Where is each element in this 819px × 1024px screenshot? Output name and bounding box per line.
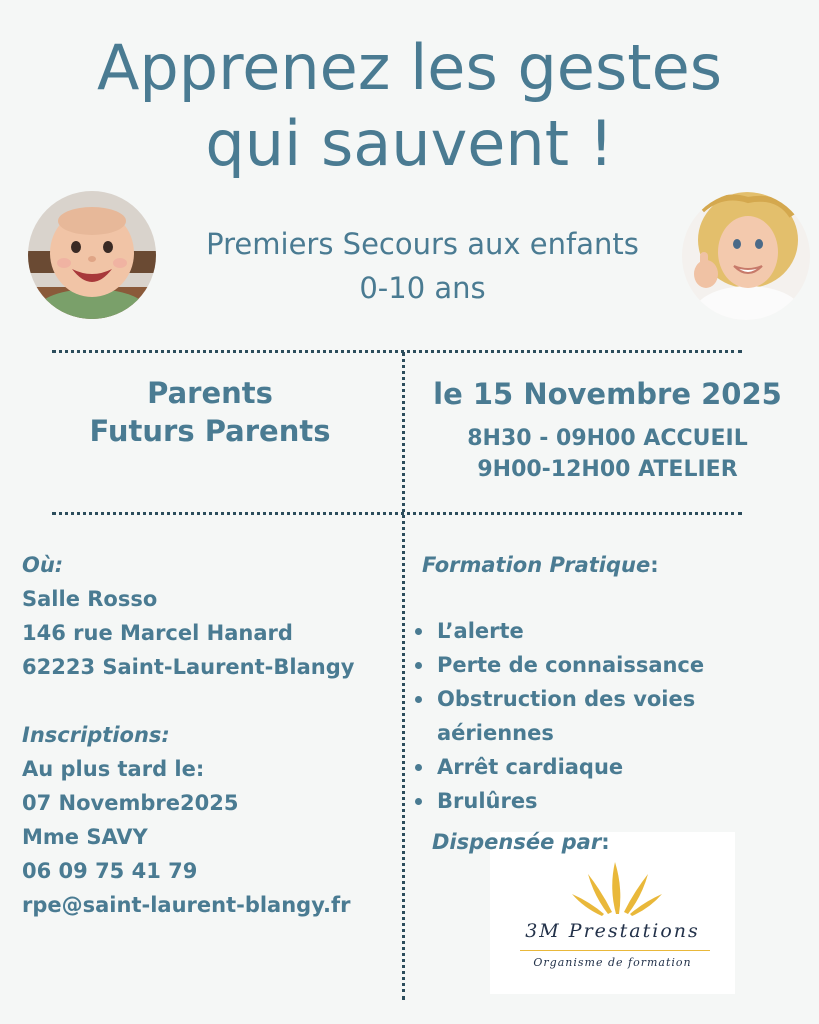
bullet-icon xyxy=(415,662,422,669)
bullet-icon xyxy=(415,798,422,805)
divider-top xyxy=(52,350,742,353)
divider-vertical xyxy=(402,352,405,1000)
subtitle-line-1: Premiers Secours aux enfants xyxy=(206,227,639,261)
topic-label: Arrêt cardiaque xyxy=(437,755,624,779)
logo-tagline: Organisme de formation xyxy=(533,956,692,969)
audience-parents: Parents xyxy=(147,376,273,410)
topic-label: Obstruction des voies aériennes xyxy=(437,687,696,745)
audience-future-parents: Futurs Parents xyxy=(89,414,331,448)
bullet-icon xyxy=(415,696,422,703)
location-street: 146 rue Marcel Hanard xyxy=(22,621,293,645)
provider-label-text: Dispensée par xyxy=(432,830,602,854)
event-times xyxy=(420,423,795,485)
time-workshop: 9H00-12H00 ATELIER xyxy=(477,457,738,482)
list-item xyxy=(412,648,742,682)
bullet-icon xyxy=(415,764,422,771)
title-line-2: qui sauvent ! xyxy=(205,107,614,180)
title-line-1: Apprenez les gestes xyxy=(96,31,723,104)
provider-label xyxy=(432,825,610,859)
time-reception: 8H30 - 09H00 ACCUEIL xyxy=(467,426,748,451)
location-heading: Où: xyxy=(22,553,64,577)
registration-heading: Inscriptions: xyxy=(22,723,170,747)
location-venue: Salle Rosso xyxy=(22,587,158,611)
topic-label: L’alerte xyxy=(437,619,524,643)
topic-label: Brulûres xyxy=(437,789,538,813)
training-heading-text: Formation Pratique xyxy=(422,553,651,577)
logo-rule xyxy=(520,950,710,951)
topic-label: Perte de connaissance xyxy=(437,653,705,677)
training-heading-colon: : xyxy=(650,553,659,577)
baby-photo xyxy=(28,191,156,319)
registration-block xyxy=(22,718,350,922)
provider-label-colon: : xyxy=(601,830,610,854)
divider-middle xyxy=(52,512,742,515)
logo-name: 3M Prestations xyxy=(525,920,700,942)
child-photo xyxy=(682,192,810,320)
registration-deadline-label: Au plus tard le: xyxy=(22,757,205,781)
location-block xyxy=(22,548,354,684)
event-date: le 15 Novembre 2025 xyxy=(433,377,782,411)
training-topics-list xyxy=(412,614,742,818)
subtitle-age-range: 0-10 ans xyxy=(359,271,486,305)
flyer-title xyxy=(0,30,819,182)
bullet-icon xyxy=(415,628,422,635)
registration-contact: Mme SAVY xyxy=(22,825,148,849)
list-item xyxy=(412,682,742,750)
list-item xyxy=(412,614,742,648)
audience xyxy=(40,374,380,450)
training-heading xyxy=(422,548,659,582)
list-item xyxy=(412,750,742,784)
list-item xyxy=(412,784,742,818)
subtitle xyxy=(150,222,695,310)
registration-deadline: 07 Novembre2025 xyxy=(22,791,239,815)
registration-phone[interactable]: 06 09 75 41 79 xyxy=(22,859,198,883)
location-city: 62223 Saint-Laurent-Blangy xyxy=(22,655,355,679)
registration-email[interactable]: rpe@saint-laurent-blangy.fr xyxy=(22,893,351,917)
